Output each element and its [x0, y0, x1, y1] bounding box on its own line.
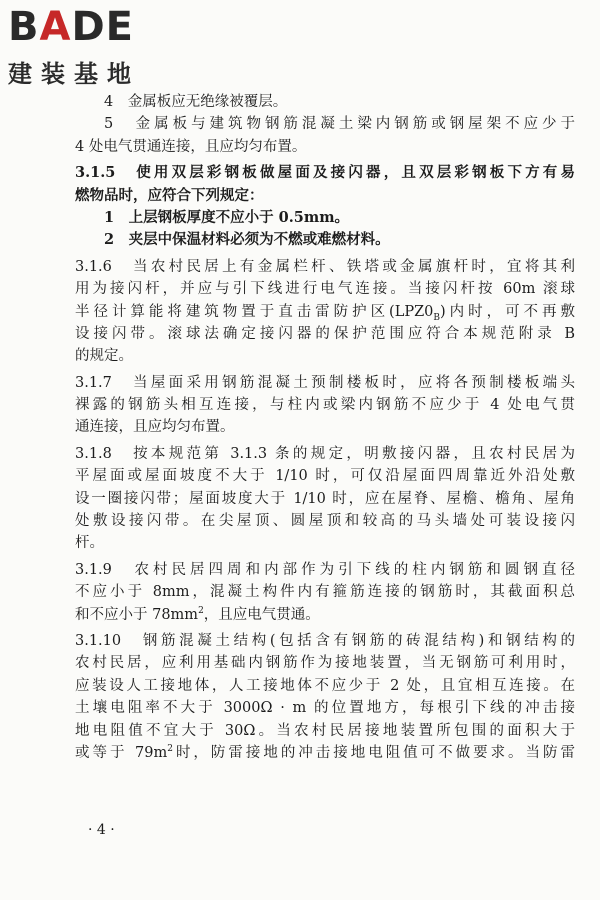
- text-line: [75, 416, 575, 438]
- text-line: [75, 372, 575, 394]
- line-text: 或等于 79m: [75, 744, 168, 761]
- line-text: 不应小于 8mm，混凝土构件内有箍筋连接的钢筋时，其截面积总: [75, 584, 575, 601]
- text-line: [75, 559, 575, 581]
- line-text: 设接闪带。滚球法确定接闪器的保护范围应符合本规范附录 B: [75, 325, 575, 342]
- watermark-logo: [8, 6, 178, 89]
- text-line: [75, 488, 575, 510]
- text-line: [75, 345, 575, 367]
- line-text: 和不应小于 78mm: [75, 606, 199, 623]
- line-text-continued: ，且应电气贯通。: [203, 606, 320, 623]
- text-line: [75, 532, 575, 554]
- text-line: [75, 136, 575, 158]
- line-text: 杆。: [75, 535, 104, 552]
- line-text: 半径计算能将建筑物置于直击雷防护区(LPZ0: [75, 303, 434, 320]
- superscript: 2: [167, 744, 173, 755]
- superscript: 2: [198, 605, 204, 616]
- document-body: [75, 91, 575, 764]
- logo-wordmark: BADE: [8, 4, 134, 50]
- line-text: 3.1.5 使用双层彩钢板做屋面及接闪器，且双层彩钢板下方有易: [75, 164, 575, 182]
- text-line: [75, 697, 575, 719]
- line-text: 5 金属板与建筑物钢筋混凝土梁内钢筋或钢屋架不应少于: [104, 116, 575, 133]
- text-line: [75, 465, 575, 487]
- line-text: 用为接闪杆，并应与引下线进行电气连接。当接闪杆按 60m 滚球: [75, 281, 575, 298]
- text-line: [75, 207, 575, 229]
- line-text: 应装设人工接地体，人工接地体不应少于 2 处，且宜相互连接。在: [75, 677, 575, 694]
- subscript: B: [433, 312, 441, 323]
- line-text: 通连接，且应均匀布置。: [75, 419, 235, 436]
- text-line: [75, 394, 575, 416]
- line-text: 设一圈接闪带；屋面坡度大于 1/10 时，应在屋脊、屋檐、檐角、屋角: [75, 490, 575, 507]
- text-line: [75, 604, 575, 626]
- line-text: 的规定。: [75, 348, 133, 365]
- line-text: 裸露的钢筋头相互连接，与柱内或梁内钢筋不应少于 4 处电气贯: [75, 397, 575, 414]
- line-text: 3.1.6 当农村民居上有金属栏杆、铁塔或金属旗杆时，宜将其利: [75, 258, 575, 275]
- line-text: 处敷设接闪带。在尖屋顶、圆屋顶和较高的马头墙处可装设接闪: [75, 513, 575, 530]
- line-text-continued: )内时，可不再敷: [440, 303, 575, 320]
- text-line: [75, 720, 575, 742]
- line-text: 3.1.7 当屋面采用钢筋混凝土预制楼板时，应将各预制楼板端头: [75, 374, 575, 391]
- line-text: 3.1.8 按本规范第 3.1.3 条的规定，明敷接闪器，且农村民居为: [75, 445, 575, 462]
- text-line: [75, 581, 575, 603]
- line-text: 4 处电气贯通连接，且应均匀布置。: [75, 138, 307, 155]
- text-line: [75, 630, 575, 652]
- line-text: 3.1.10 钢筋混凝土结构(包括含有钢筋的砖混结构)和钢结构的: [75, 632, 575, 649]
- text-line: [75, 278, 575, 300]
- text-line: [75, 256, 575, 278]
- text-line: [75, 510, 575, 532]
- text-line: [75, 443, 575, 465]
- line-text: 地电阻值不宜大于 30Ω。当农村民居接地装置所包围的面积大于: [75, 722, 575, 739]
- text-line: [75, 162, 575, 184]
- text-line: [75, 742, 575, 764]
- text-line: [75, 301, 575, 323]
- text-line: [75, 113, 575, 135]
- line-text: 燃物品时，应符合下列规定：: [75, 186, 264, 204]
- line-text: 1 上层钢板厚度不应小于 0.5mm。: [104, 208, 350, 226]
- text-line: [75, 91, 575, 113]
- line-text: 农村民居，应利用基础内钢筋作为接地装置，当无钢筋可利用时，: [75, 655, 575, 672]
- text-line: [75, 675, 575, 697]
- line-text: 4 金属板应无绝缘被覆层。: [104, 94, 288, 110]
- line-text: 2 夹层中保温材料必须为不燃或难燃材料。: [104, 231, 390, 249]
- line-text: 3.1.9 农村民居四周和内部作为引下线的柱内钢筋和圆钢直径: [75, 561, 575, 578]
- line-text: 平屋面或屋面坡度不大于 1/10 时，可仅沿屋面四周靠近外沿处敷: [75, 468, 575, 485]
- page-number: · 4 ·: [88, 822, 115, 838]
- logo-subtitle: 建装基地: [8, 60, 140, 88]
- text-line: [75, 185, 575, 207]
- text-line: [75, 229, 575, 251]
- line-text: 土壤电阻率不大于 3000Ω · m 的位置地方，每根引下线的冲击接: [75, 700, 575, 717]
- text-line: [75, 323, 575, 345]
- text-line: [75, 652, 575, 674]
- line-text-continued: 时，防雷接地的冲击接地电阻值可不做要求。当防雷: [172, 744, 576, 761]
